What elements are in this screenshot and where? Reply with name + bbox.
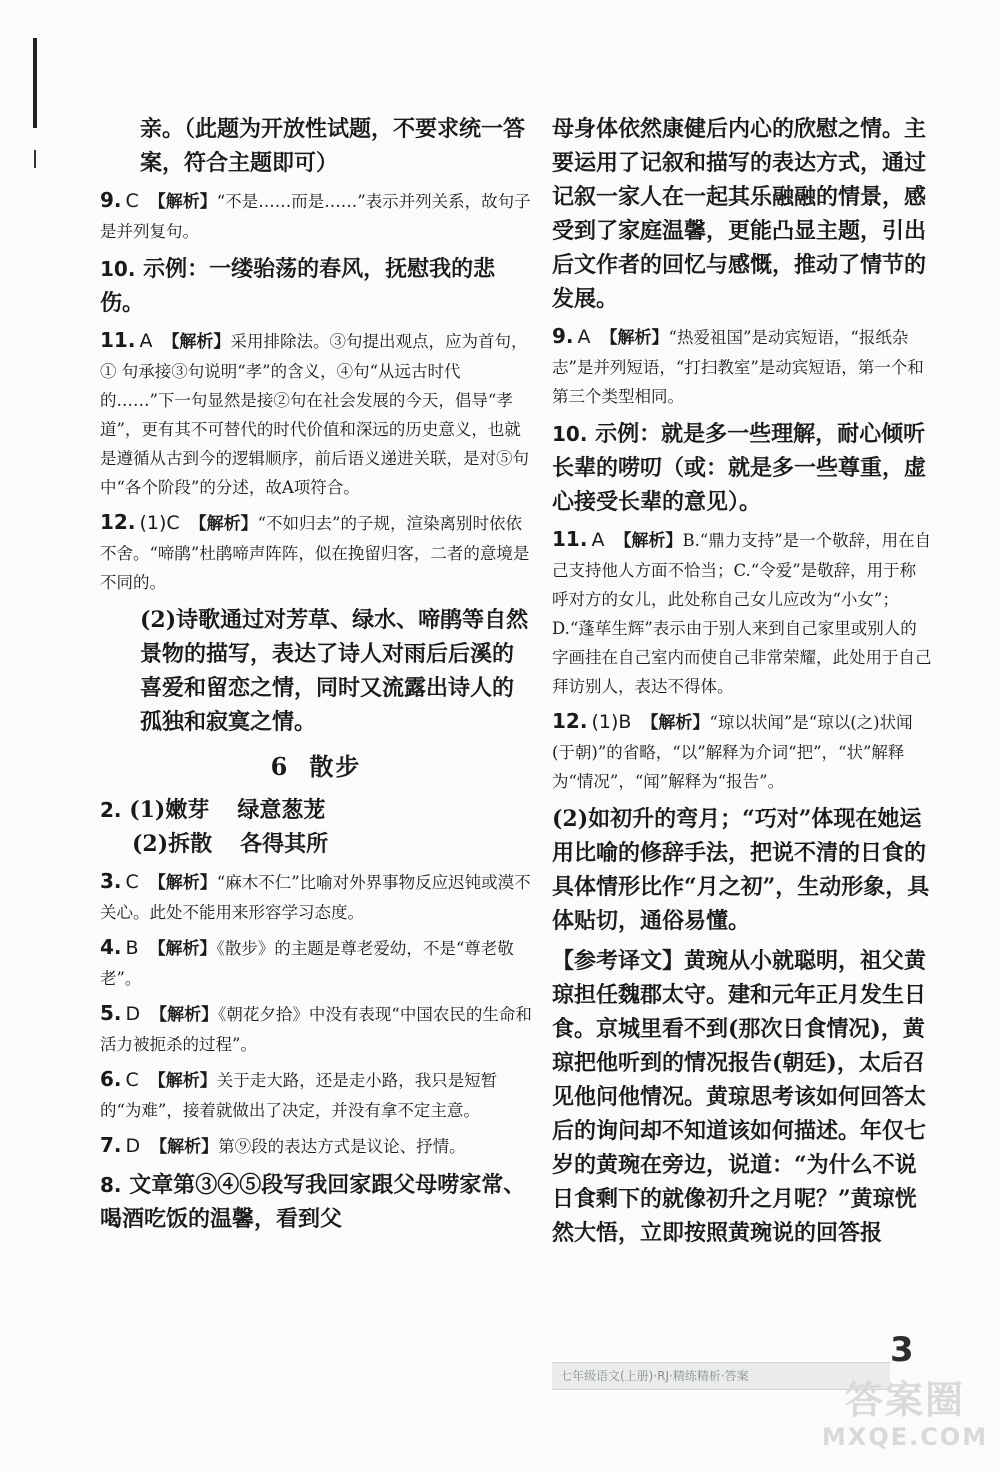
analysis-tag: 【解析】 bbox=[148, 939, 217, 959]
analysis-tag: 【解析】 bbox=[162, 332, 231, 352]
page-number: 3 bbox=[890, 1330, 914, 1370]
answer-2-1a: (1)嫩芽 bbox=[129, 797, 210, 823]
answer-choice: C bbox=[125, 1069, 139, 1091]
reference-text: 黄琬从小就聪明，祖父黄琼担任魏郡太守。建和元年正月发生日食。京城里看不到(那次日食情况)，黄琼把他听到的情况报告(朝廷)，太后召见他问他情况。黄琼思考该如何回答太后的询问却不知道该如何描述。年仅七岁的黄琬在旁边，说道：“为什么不说日食剩下的就像初升之月呢？”黄琼恍然大悟，立即按照黄琬说的回答报 bbox=[552, 948, 927, 1246]
analysis-text: “琼以状闻”是“琼以(之)状闻(于朝)”的省略，“以”解释为介词“把”，“状”解释为“情况”，“闻”解释为“报告”。 bbox=[552, 713, 913, 791]
answer-4 bbox=[100, 933, 532, 993]
answer-5 bbox=[100, 999, 532, 1059]
answer-text: 示例：就是多一些理解，耐心倾听长辈的唠叨（或：就是多一些尊重，虚心接受长辈的意见）。 bbox=[552, 421, 927, 515]
answer-choice: C bbox=[125, 190, 139, 212]
analysis-text: 《朝花夕拾》中没有表现“中国农民的生命和活力被扼杀的过程”。 bbox=[100, 1005, 532, 1054]
right-column bbox=[552, 112, 932, 1256]
analysis-tag: 【解析】 bbox=[150, 1137, 219, 1157]
analysis-text: “不如归去”的子规，渲染离别时依依不舍。“啼鹃”杜鹃啼声阵阵，似在挽留归客，二者的意境是不同的。 bbox=[100, 514, 530, 592]
answer-10 bbox=[552, 417, 932, 519]
analysis-tag: 【解析】 bbox=[189, 514, 258, 534]
question-number: 6. bbox=[100, 1067, 122, 1091]
continued-answer: 亲。（此题为开放性试题，不要求统一答案，符合主题即可） bbox=[140, 116, 526, 176]
reference-translation bbox=[552, 944, 932, 1250]
answer-8 bbox=[100, 1168, 532, 1236]
analysis-tag: 【解析】 bbox=[600, 328, 669, 348]
answer-2-1b: 绿意葱茏 bbox=[237, 797, 326, 823]
answer-12 bbox=[552, 707, 932, 796]
analysis-tag: 【解析】 bbox=[148, 873, 217, 893]
answer-10 bbox=[100, 252, 532, 320]
question-number: 8. bbox=[100, 1173, 122, 1197]
question-number: 11. bbox=[552, 527, 588, 551]
analysis-text: B.“鼎力支持”是一个敬辞，用在自己支持他人方面不恰当；C.“令爱”是敬辞，用于称呼对方的女儿，此处称自己女儿应改为“小女”；D.“蓬荜生辉”表示由于别人来到自己家里或别人的字画挂在自己室内而使自己非常荣耀，此处用于自己拜访别人，表达不得体。 bbox=[552, 531, 932, 696]
analysis-text: “热爱祖国”是动宾短语，“报纸杂志”是并列短语，“打扫教室”是动宾短语，第一个和第三个类型相同。 bbox=[552, 328, 924, 406]
analysis-tag: 【解析】 bbox=[150, 1005, 219, 1025]
question-number: 3. bbox=[100, 869, 122, 893]
answer-12-part-2: (2)诗歌通过对芳草、绿水、啼鹃等自然景物的描写，表达了诗人对雨后后溪的喜爱和留恋之情，同时又流露出诗人的孤独和寂寞之情。 bbox=[140, 607, 529, 735]
section-title: 散步 bbox=[309, 752, 362, 781]
watermark bbox=[820, 1378, 990, 1458]
answer-2-2b: 各得其所 bbox=[240, 831, 329, 857]
answer-choice: A bbox=[591, 529, 605, 551]
answer-11 bbox=[552, 525, 932, 701]
margin-mark-small bbox=[34, 150, 36, 168]
analysis-tag: 【解析】 bbox=[148, 1071, 217, 1091]
section-number: 6 bbox=[270, 752, 290, 781]
analysis-text: “麻木不仁”比喻对外界事物反应迟钝或漠不关心。此处不能用来形容学习态度。 bbox=[100, 873, 531, 922]
analysis-tag: 【解析】 bbox=[148, 192, 217, 212]
answer-2 bbox=[100, 793, 532, 861]
left-column bbox=[100, 112, 532, 1242]
answer-choice: (1)C bbox=[139, 512, 180, 534]
answer-12 bbox=[100, 508, 532, 597]
answer-choice: (1)B bbox=[591, 711, 632, 733]
question-number: 7. bbox=[100, 1133, 122, 1157]
question-number: 11. bbox=[100, 328, 136, 352]
question-number: 12. bbox=[552, 709, 588, 733]
answer-2-2a: (2)拆散 bbox=[132, 831, 213, 857]
answer-9 bbox=[100, 186, 532, 246]
watermark-logo-text: 答案圈 bbox=[844, 1378, 965, 1422]
question-number: 2. bbox=[100, 798, 122, 822]
question-number: 10. bbox=[100, 257, 136, 281]
answer-11 bbox=[100, 326, 532, 502]
footer-band: 七年级语文(上册)·RJ·精练精析·答案 bbox=[552, 1362, 890, 1390]
answer-text: 文章第③④⑤段写我回家跟父母唠家常、喝酒吃饭的温馨，看到父 bbox=[100, 1172, 526, 1232]
reference-tag: 【参考译文】 bbox=[552, 948, 685, 974]
question-number: 9. bbox=[552, 324, 574, 348]
answer-text: 示例：一缕骀荡的春风，抚慰我的悲伤。 bbox=[100, 256, 496, 316]
question-number: 4. bbox=[100, 935, 122, 959]
answer-6 bbox=[100, 1065, 532, 1125]
analysis-tag: 【解析】 bbox=[641, 713, 710, 733]
question-number: 12. bbox=[100, 510, 136, 534]
section-heading bbox=[100, 745, 532, 789]
question-number: 5. bbox=[100, 1001, 122, 1025]
analysis-text: 采用排除法。③句提出观点，应为首句，① 句承接③句说明“孝”的含义，④句“从远古时代的……”下一句显然是接②句在社会发展的今天，倡导“孝道”，更有其不可替代的时代价值和深远的历史意义，也就是遵循从古到今的逻辑顺序，前后语义递进关联，是对⑤句中“各个阶段”的分述，故A项符合。 bbox=[100, 332, 529, 497]
question-number: 9. bbox=[100, 188, 122, 212]
analysis-text: 第⑨段的表达方式是议论、抒情。 bbox=[218, 1137, 466, 1156]
answer-9 bbox=[552, 322, 932, 411]
question-number: 10. bbox=[552, 422, 588, 446]
analysis-text: 关于走大路，还是走小路，我只是短暂的“为难”，接着就做出了决定，并没有拿不定主意。 bbox=[100, 1071, 498, 1120]
answer-3 bbox=[100, 867, 532, 927]
answer-7 bbox=[100, 1131, 532, 1162]
answer-choice: A bbox=[139, 330, 153, 352]
analysis-text: 《散步》的主题是尊老爱幼，不是“尊老敬老”。 bbox=[100, 939, 514, 988]
watermark-url: MXQE.COM bbox=[821, 1423, 989, 1451]
answer-12-part-2: (2)如初升的弯月；“巧对”体现在她运用比喻的修辞手法，把说不清的日食的具体情形比作“月之初”，生动形象，具体贴切，通俗易懂。 bbox=[552, 806, 930, 934]
analysis-text: “不是……而是……”表示并列关系，故句子是并列复句。 bbox=[100, 192, 531, 241]
answer-choice: B bbox=[125, 937, 139, 959]
margin-mark bbox=[33, 38, 37, 128]
analysis-tag: 【解析】 bbox=[614, 531, 683, 551]
answer-choice: D bbox=[125, 1003, 141, 1025]
answer-choice: A bbox=[577, 326, 591, 348]
continued-answer: 母身体依然康健后内心的欣慰之情。主要运用了记叙和描写的表达方式，通过记叙一家人在一起其乐融融的情景，感受到了家庭温馨，更能凸显主题，引出后文作者的回忆与感慨，推动了情节的发展。 bbox=[552, 116, 927, 312]
answer-choice: C bbox=[125, 871, 139, 893]
answer-choice: D bbox=[125, 1135, 141, 1157]
